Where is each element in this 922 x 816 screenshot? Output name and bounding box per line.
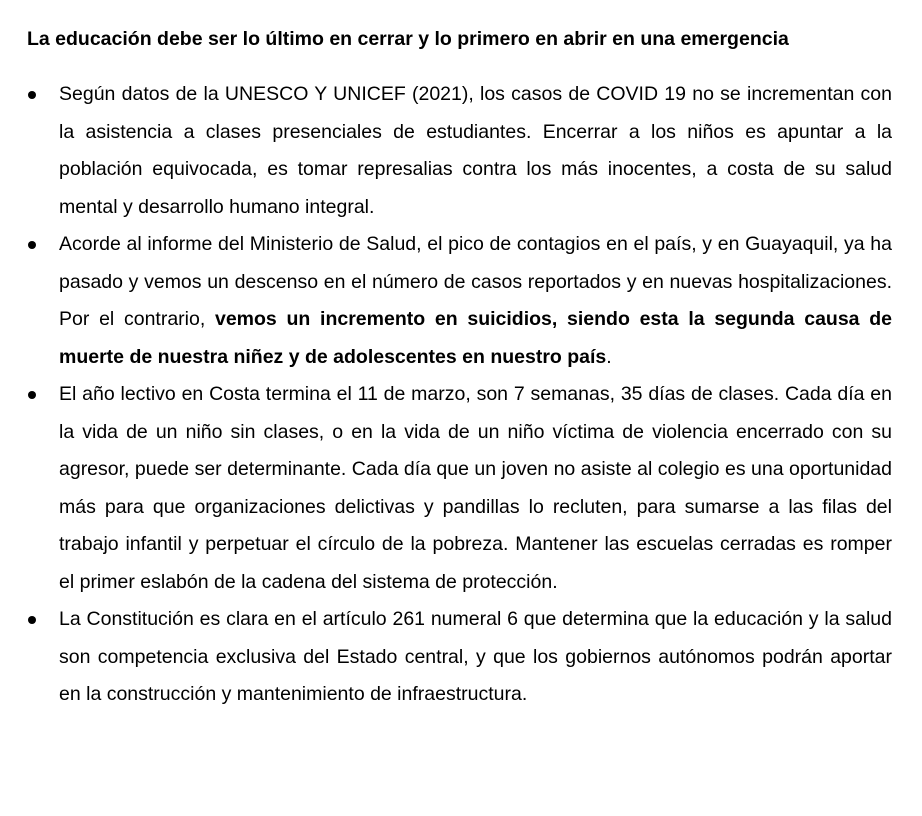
bullet-text: La Constitución es clara en el artículo 261 numeral 6 que determina que la educación y la salud son competencia exclusiva del Estado central, y que los gobiernos autónomos podrán aportar en la construcción y mantenimiento de infraestructura. [59,608,892,705]
bullet-text: El año lectivo en Costa termina el 11 de marzo, son 7 semanas, 35 días de clases. Cada día en la vida de un niño sin clases, o en la vida de un niño víctima de violencia encerrado con su agresor, puede ser determinante. Cada día que un joven no asiste al colegio es una oportunidad más para que organizaciones delictivas y pandillas lo recluten, para sumarse a las filas del trabajo infantil y perpetuar el círculo de la pobreza. Mantener las escuelas cerradas es romper el primer eslabón de la cadena del sistema de protección. [59,383,892,593]
bullet-list [0,76,922,714]
document-heading: La educación debe ser lo último en cerrar y lo primero en abrir en una emergencia [27,28,789,50]
bullet-dot-icon [28,391,36,399]
bullet-item-unesco [0,76,892,226]
bullet-text-end: . [606,345,612,368]
bullet-dot-icon [28,91,36,99]
bullet-text-emphasis: vemos un incremento en suicidios, siendo esta la segunda causa de muerte de nuestra niñez y de adolescentes en nuestro país [59,308,892,368]
bullet-item-ano-lectivo [0,376,892,601]
bullet-dot-icon [28,241,36,249]
bullet-dot-icon [28,616,36,624]
bullet-item-constitucion [0,601,892,714]
bullet-text-plain: Acorde al informe del Ministerio de Salud, el pico de contagios en el país, y en Guayaquil, ya ha pasado y vemos un descenso en el número de casos reportados y en nuevas hospitalizaciones. Por el contrario, [59,233,892,330]
bullet-text: Según datos de la UNESCO Y UNICEF (2021), los casos de COVID 19 no se incrementan con la asistencia a clases presenciales de estudiantes. Encerrar a los niños es apuntar a la población equivocada, es tomar represalias contra los más inocentes, a costa de su salud mental y desarrollo humano integral. [59,83,892,218]
bullet-item-ministerio [0,226,892,376]
